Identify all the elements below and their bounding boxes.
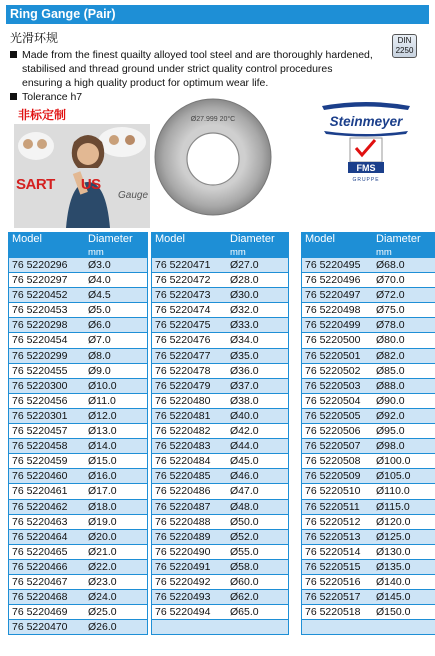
diameter-value: Ø16.0 (88, 470, 117, 483)
diameter-value: Ø42.0 (230, 425, 259, 438)
table-row (152, 484, 288, 499)
diameter-value: Ø38.0 (230, 394, 259, 407)
table-row (9, 605, 147, 620)
table-row (9, 258, 147, 273)
table-row (152, 424, 288, 439)
table-row (152, 605, 288, 620)
diameter-value: Ø50.0 (230, 515, 259, 528)
table-row (152, 273, 288, 288)
diameter-value: Ø80.0 (376, 334, 405, 347)
table-header (302, 232, 435, 258)
table-row (302, 469, 435, 484)
model-number: 76 5220492 (155, 575, 211, 588)
table-row (9, 394, 147, 409)
table-row (9, 333, 147, 348)
diameter-value: Ø7.0 (88, 334, 111, 347)
diameter-value: Ø17.0 (88, 485, 117, 498)
header-diameter (230, 233, 275, 259)
din-badge (392, 34, 417, 58)
table-row (302, 590, 435, 605)
table-row (302, 545, 435, 560)
brand-logo (318, 100, 414, 186)
model-number: 76 5220481 (155, 409, 211, 422)
diameter-value: Ø8.0 (88, 349, 111, 362)
model-number: 76 5220475 (155, 319, 211, 332)
table-row (152, 575, 288, 590)
model-number: 76 5220456 (12, 394, 68, 407)
table-row (9, 530, 147, 545)
model-number: 76 5220470 (12, 621, 68, 634)
header-diameter-unit: mm (376, 247, 392, 258)
model-number: 76 5220479 (155, 379, 211, 392)
product-table-3 (301, 232, 435, 635)
table-row (152, 469, 288, 484)
diameter-value: Ø28.0 (230, 274, 259, 287)
diameter-value: Ø23.0 (88, 575, 117, 588)
diameter-value: Ø5.0 (88, 304, 111, 317)
model-number: 76 5220491 (155, 560, 211, 573)
table-row (302, 605, 435, 620)
feature-text: Tolerance h7 (22, 91, 83, 103)
fms-label: FMS (356, 163, 376, 173)
model-number: 76 5220512 (305, 515, 361, 528)
model-number: 76 5220480 (155, 394, 211, 407)
model-number: 76 5220504 (305, 394, 361, 407)
diameter-value: Ø62.0 (230, 591, 259, 604)
diameter-value: Ø92.0 (376, 409, 405, 422)
table-row (302, 349, 435, 364)
table-row (9, 575, 147, 590)
table-row (9, 454, 147, 469)
model-number: 76 5220502 (305, 364, 361, 377)
table-row (9, 515, 147, 530)
promo-text-left: SART (16, 176, 55, 193)
model-number: 76 5220452 (12, 289, 68, 302)
diameter-value: Ø12.0 (88, 409, 117, 422)
table-row (9, 364, 147, 379)
model-number: 76 5220508 (305, 455, 361, 468)
model-number: 76 5220472 (155, 274, 211, 287)
diameter-value: Ø65.0 (230, 606, 259, 619)
table-row (9, 409, 147, 424)
diameter-value: Ø11.0 (88, 394, 116, 407)
model-number: 76 5220484 (155, 455, 211, 468)
diameter-value: Ø135.0 (376, 560, 411, 573)
diameter-value: Ø21.0 (88, 545, 117, 558)
diameter-value: Ø27.0 (230, 259, 259, 271)
table-row (302, 318, 435, 333)
model-number: 76 5220465 (12, 545, 68, 558)
model-number: 76 5220455 (12, 364, 68, 377)
model-number: 76 5220482 (155, 425, 211, 438)
diameter-value: Ø46.0 (230, 470, 259, 483)
diameter-value: Ø48.0 (230, 500, 259, 513)
model-number: 76 5220458 (12, 440, 68, 453)
table-row (9, 273, 147, 288)
model-number: 76 5220463 (12, 515, 68, 528)
diameter-value: Ø4.0 (88, 274, 111, 287)
diameter-value: Ø85.0 (376, 364, 405, 377)
model-number: 76 5220464 (12, 530, 68, 543)
model-number: 76 5220515 (305, 560, 361, 573)
diameter-value: Ø14.0 (88, 440, 117, 453)
diameter-value: Ø9.0 (88, 364, 111, 377)
header-diameter-unit: mm (88, 247, 104, 258)
table-row (152, 333, 288, 348)
model-number: 76 5220296 (12, 259, 68, 271)
model-number: 76 5220514 (305, 545, 361, 558)
table-row (302, 454, 435, 469)
model-number: 76 5220497 (305, 289, 361, 302)
table-row (302, 379, 435, 394)
promo-text-right: US (80, 176, 101, 193)
diameter-value: Ø19.0 (88, 515, 117, 528)
table-row (302, 273, 435, 288)
diameter-value: Ø72.0 (376, 289, 405, 302)
diameter-value: Ø82.0 (376, 349, 405, 362)
model-number: 76 5220477 (155, 349, 211, 362)
diameter-value: Ø4.5 (88, 289, 111, 302)
diameter-value: Ø75.0 (376, 304, 405, 317)
diameter-value: Ø18.0 (88, 500, 117, 513)
feature-text: Made from the finest quailty alloyed tool steel and are thoroughly hardened, stabilised and thread ground under strict quality control procedures ensuring a high quality product for optimum wear life. (22, 49, 373, 89)
table-row (9, 469, 147, 484)
brand-name: Steinmeyer (329, 114, 403, 129)
table-row (152, 515, 288, 530)
model-number: 76 5220298 (12, 319, 68, 332)
model-number: 76 5220461 (12, 485, 68, 498)
model-number: 76 5220511 (305, 500, 360, 513)
diameter-value: Ø90.0 (376, 394, 405, 407)
diameter-value: Ø140.0 (376, 575, 411, 588)
diameter-value: Ø10.0 (88, 379, 117, 392)
header-diameter-label: Diameter (376, 233, 421, 245)
model-number: 76 5220503 (305, 379, 361, 392)
diameter-value: Ø125.0 (376, 530, 411, 543)
table-row (152, 394, 288, 409)
table-row (152, 349, 288, 364)
table-row (302, 364, 435, 379)
table-row (302, 484, 435, 499)
diameter-value: Ø68.0 (376, 259, 405, 271)
model-number: 76 5220493 (155, 591, 211, 604)
table-row (302, 303, 435, 318)
table-row (152, 409, 288, 424)
table-row (9, 484, 147, 499)
diameter-value: Ø30.0 (230, 289, 259, 302)
table-row (152, 303, 288, 318)
table-row (152, 379, 288, 394)
model-number: 76 5220516 (305, 575, 361, 588)
table-row (302, 515, 435, 530)
diameter-value: Ø45.0 (230, 455, 259, 468)
diameter-value: Ø95.0 (376, 425, 405, 438)
diameter-value: Ø26.0 (88, 621, 117, 634)
custom-made-label: 非标定制 (18, 108, 67, 122)
model-number: 76 5220297 (12, 274, 68, 287)
model-number: 76 5220509 (305, 470, 361, 483)
table-row (302, 394, 435, 409)
diameter-value: Ø105.0 (376, 470, 411, 483)
header-diameter (376, 233, 421, 259)
model-number: 76 5220505 (305, 409, 361, 422)
table-row (152, 288, 288, 303)
model-number: 76 5220507 (305, 440, 361, 453)
model-number: 76 5220518 (305, 606, 361, 619)
diameter-value: Ø40.0 (230, 409, 259, 422)
diameter-value: Ø120.0 (376, 515, 411, 528)
model-number: 76 5220462 (12, 500, 68, 513)
model-number: 76 5220483 (155, 440, 211, 453)
table-row (152, 560, 288, 575)
model-number: 76 5220501 (305, 349, 361, 362)
diameter-value: Ø110.0 (376, 485, 410, 498)
table-row (302, 409, 435, 424)
table-row (9, 590, 147, 605)
table-header (152, 232, 288, 258)
diameter-value: Ø3.0 (88, 259, 111, 271)
model-number: 76 5220500 (305, 334, 361, 347)
diameter-value: Ø24.0 (88, 591, 117, 604)
model-number: 76 5220506 (305, 425, 361, 438)
table-row (152, 454, 288, 469)
diameter-value: Ø37.0 (230, 379, 259, 392)
model-number: 76 5220466 (12, 560, 68, 573)
table-row (152, 318, 288, 333)
model-number: 76 5220487 (155, 500, 211, 513)
ring-marking: Ø27.999 20°C (190, 116, 236, 123)
header-model: Model (155, 233, 185, 245)
table-row (302, 424, 435, 439)
diameter-value: Ø150.0 (376, 606, 411, 619)
model-number: 76 5220457 (12, 425, 68, 438)
product-table-1 (8, 232, 148, 635)
diameter-value: Ø32.0 (230, 304, 259, 317)
table-row (152, 439, 288, 454)
table-row (9, 545, 147, 560)
model-number: 76 5220486 (155, 485, 211, 498)
model-number: 76 5220299 (12, 349, 68, 362)
model-number: 76 5220459 (12, 455, 68, 468)
diameter-value: Ø58.0 (230, 560, 259, 573)
diameter-value: Ø34.0 (230, 334, 259, 347)
table-header (9, 232, 147, 258)
table-row (9, 318, 147, 333)
table-row (9, 439, 147, 454)
table-row (152, 500, 288, 515)
diameter-value: Ø47.0 (230, 485, 259, 498)
table-row (302, 620, 435, 635)
header-model: Model (305, 233, 335, 245)
diameter-value: Ø36.0 (230, 364, 259, 377)
fms-sublabel: GRUPPE (352, 177, 380, 183)
table-row (302, 500, 435, 515)
model-number: 76 5220454 (12, 334, 68, 347)
table-row (9, 560, 147, 575)
header-diameter (88, 233, 133, 259)
diameter-value: Ø35.0 (230, 349, 259, 362)
model-number: 76 5220471 (155, 259, 211, 271)
model-number: 76 5220478 (155, 364, 211, 377)
table-row (152, 258, 288, 273)
diameter-value: Ø22.0 (88, 560, 117, 573)
table-row (302, 439, 435, 454)
model-number: 76 5220473 (155, 289, 211, 302)
diameter-value: Ø44.0 (230, 440, 259, 453)
table-row (152, 364, 288, 379)
header-diameter-label: Diameter (230, 233, 275, 245)
model-number: 76 5220485 (155, 470, 211, 483)
diameter-value: Ø20.0 (88, 530, 117, 543)
diameter-value: Ø145.0 (376, 591, 411, 604)
table-row (152, 530, 288, 545)
model-number: 76 5220496 (305, 274, 361, 287)
diameter-value: Ø60.0 (230, 575, 259, 588)
din-badge-line1: DIN (397, 36, 412, 45)
product-table-2 (151, 232, 289, 635)
feature-item (10, 48, 375, 90)
header-diameter-label: Diameter (88, 233, 133, 245)
model-number: 76 5220495 (305, 259, 361, 271)
model-number: 76 5220474 (155, 304, 211, 317)
diameter-value: Ø100.0 (376, 455, 411, 468)
table-row (9, 500, 147, 515)
diameter-value: Ø52.0 (230, 530, 259, 543)
model-number: 76 5220490 (155, 545, 211, 558)
model-number: 76 5220468 (12, 591, 68, 604)
diameter-value: Ø78.0 (376, 319, 405, 332)
diameter-value: Ø55.0 (230, 545, 259, 558)
page-title: Ring Gange (Pair) (6, 5, 429, 24)
diameter-value: Ø25.0 (88, 606, 117, 619)
header-model: Model (12, 233, 42, 245)
table-row (302, 288, 435, 303)
table-row (302, 258, 435, 273)
diameter-value: Ø130.0 (376, 545, 411, 558)
diameter-value: Ø98.0 (376, 440, 405, 453)
table-row (302, 530, 435, 545)
diameter-value: Ø115.0 (376, 500, 410, 513)
diameter-value: Ø70.0 (376, 274, 405, 287)
bullet-square-icon (10, 51, 17, 58)
model-number: 76 5220498 (305, 304, 361, 317)
ring-gauge-image (153, 97, 273, 217)
model-number: 76 5220301 (12, 409, 68, 422)
promo-photo (14, 124, 150, 228)
bullet-square-icon (10, 93, 17, 100)
model-number: 76 5220489 (155, 530, 211, 543)
table-row (9, 379, 147, 394)
model-number: 76 5220513 (305, 530, 361, 543)
model-number: 76 5220494 (155, 606, 211, 619)
table-row (152, 545, 288, 560)
table-row (9, 349, 147, 364)
chinese-subtitle: 光滑环规 (10, 31, 59, 45)
table-row (9, 303, 147, 318)
model-number: 76 5220467 (12, 575, 68, 588)
table-row (302, 333, 435, 348)
table-row (9, 424, 147, 439)
model-number: 76 5220488 (155, 515, 211, 528)
table-row (9, 620, 147, 635)
diameter-value: Ø6.0 (88, 319, 111, 332)
din-badge-line2: 2250 (395, 46, 414, 55)
model-number: 76 5220510 (305, 485, 361, 498)
diameter-value: Ø88.0 (376, 379, 405, 392)
model-number: 76 5220499 (305, 319, 361, 332)
model-number: 76 5220476 (155, 334, 211, 347)
table-row (9, 288, 147, 303)
feature-list (10, 48, 375, 104)
table-row (302, 575, 435, 590)
diameter-value: Ø15.0 (88, 455, 117, 468)
promo-subtext: Gauge (118, 190, 149, 201)
model-number: 76 5220469 (12, 606, 68, 619)
model-number: 76 5220453 (12, 304, 68, 317)
table-row (152, 620, 288, 635)
table-row (302, 560, 435, 575)
header-diameter-unit: mm (230, 247, 246, 258)
model-number: 76 5220517 (305, 591, 361, 604)
model-number: 76 5220460 (12, 470, 68, 483)
diameter-value: Ø13.0 (88, 425, 117, 438)
table-row (152, 590, 288, 605)
model-number: 76 5220300 (12, 379, 68, 392)
diameter-value: Ø33.0 (230, 319, 259, 332)
